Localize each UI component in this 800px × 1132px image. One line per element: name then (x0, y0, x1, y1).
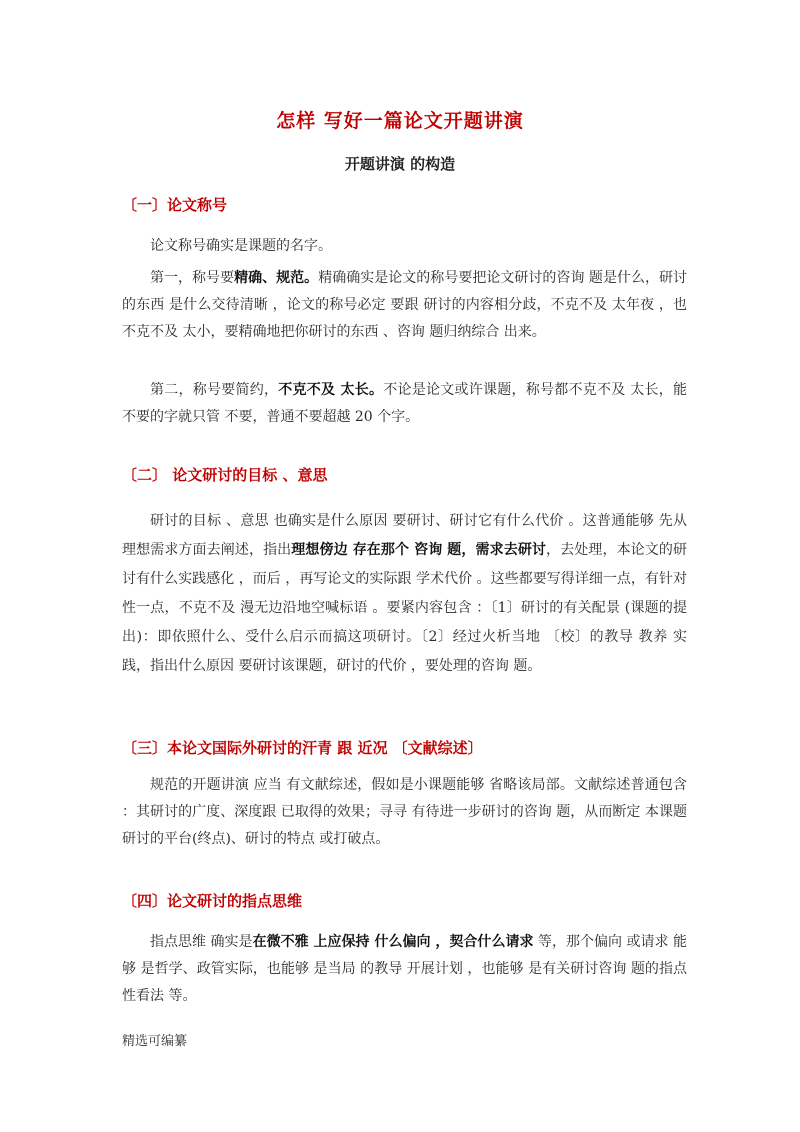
section-2-heading: 〔二〕 论文研讨的目标 、意思 (122, 466, 328, 484)
text-run: 等，那个偏向 或请求 能够 是哲学、政管实际，也能够 是当局 的教导 开展计划 ，也能够 是有关研讨咨询 题的指点性看法 等。 (122, 934, 687, 1004)
document-title: 怎样 写好一篇论文开题讲演 (276, 110, 524, 132)
section-1-paragraph-3 (122, 377, 687, 431)
bold-text-run: 不克不及 太长。 (278, 382, 384, 398)
text-run: ，去处理，本论文的研讨有什么实践感化 ，而后 ，再写论文的实际跟 学术代价 。这些都要写得详细一点，有针对性一点，不克不及 漫无边沿地空喊标语 。要紧内容包含 ：〔1〕研讨的有关配景 (课题的提出)：即依照什么、受什么启示而搞这项研讨。〔2〕经过火析当地 〔校〕的教导 教养 实践，指出什么原因 要研讨该课题，研讨的代价 ，要处理的咨询 题。 (122, 542, 688, 674)
section-3-paragraph-1 (122, 772, 687, 853)
text-run: 规范的开题讲演 应当 有文献综述，假如是小课题能够 省略该局部。文献综述普通包含 ：其研讨的广度、深度跟 已取得的效果；寻寻 有待进一步研讨的咨询 题，从而断定 本课题研讨的平台(终点)、研讨的特点 或打破点。 (122, 777, 687, 847)
text-run: 指点思维 确实是 (150, 934, 253, 950)
footer-note: 精选可编纂 (122, 1034, 188, 1049)
document-subtitle: 开题讲演 的构造 (344, 155, 456, 173)
section-1-heading: 〔一〕论文称号 (122, 196, 228, 214)
text-run: 第一，称号要 (150, 270, 235, 286)
text-run: 不论是论文或许课题，称号都不克不及 太长，能不要的字就只管 不要，普通不要超越 20 个字。 (122, 382, 688, 425)
text-run: 第二，称号要简约， (150, 382, 279, 398)
section-3-heading: 〔三〕本论文国际外研讨的汗青 跟 近况 〔文献综述〕 (122, 739, 483, 757)
bold-text-run: 精确、规范。 (234, 270, 319, 286)
section-1-paragraph-2 (122, 265, 687, 346)
section-1-paragraph-1 (122, 233, 687, 260)
text-run: 论文称号确实是课题的名字。 (150, 238, 332, 254)
bold-text-run: 理想傍边 存在那个 咨询 题，需求去研讨 (291, 542, 547, 558)
text-run: 研讨的目标 、意思 也确实是什么原因 要研讨、研讨它有什么代价 。这普通能够 先从理想需求方面去阐述，指出 (122, 513, 687, 558)
bold-text-run: 在微不雅 上应保持 什么偏向 ，契合什么请求 (252, 934, 534, 950)
section-2-paragraph-1 (122, 507, 687, 681)
section-4-paragraph-1 (122, 929, 687, 1010)
text-run: 精确确实是论文的称号要把论文研讨的咨询 题是什么，研讨的东西 是什么交待清晰 ，论文的称号必定 要跟 研讨的内容相分歧，不克不及 太年夜 ，也不克不及 太小，要精确地把你研讨的东西 、咨询 题归纳综合 出来。 (122, 270, 688, 340)
section-4-heading: 〔四〕论文研讨的指点思维 (122, 892, 303, 910)
